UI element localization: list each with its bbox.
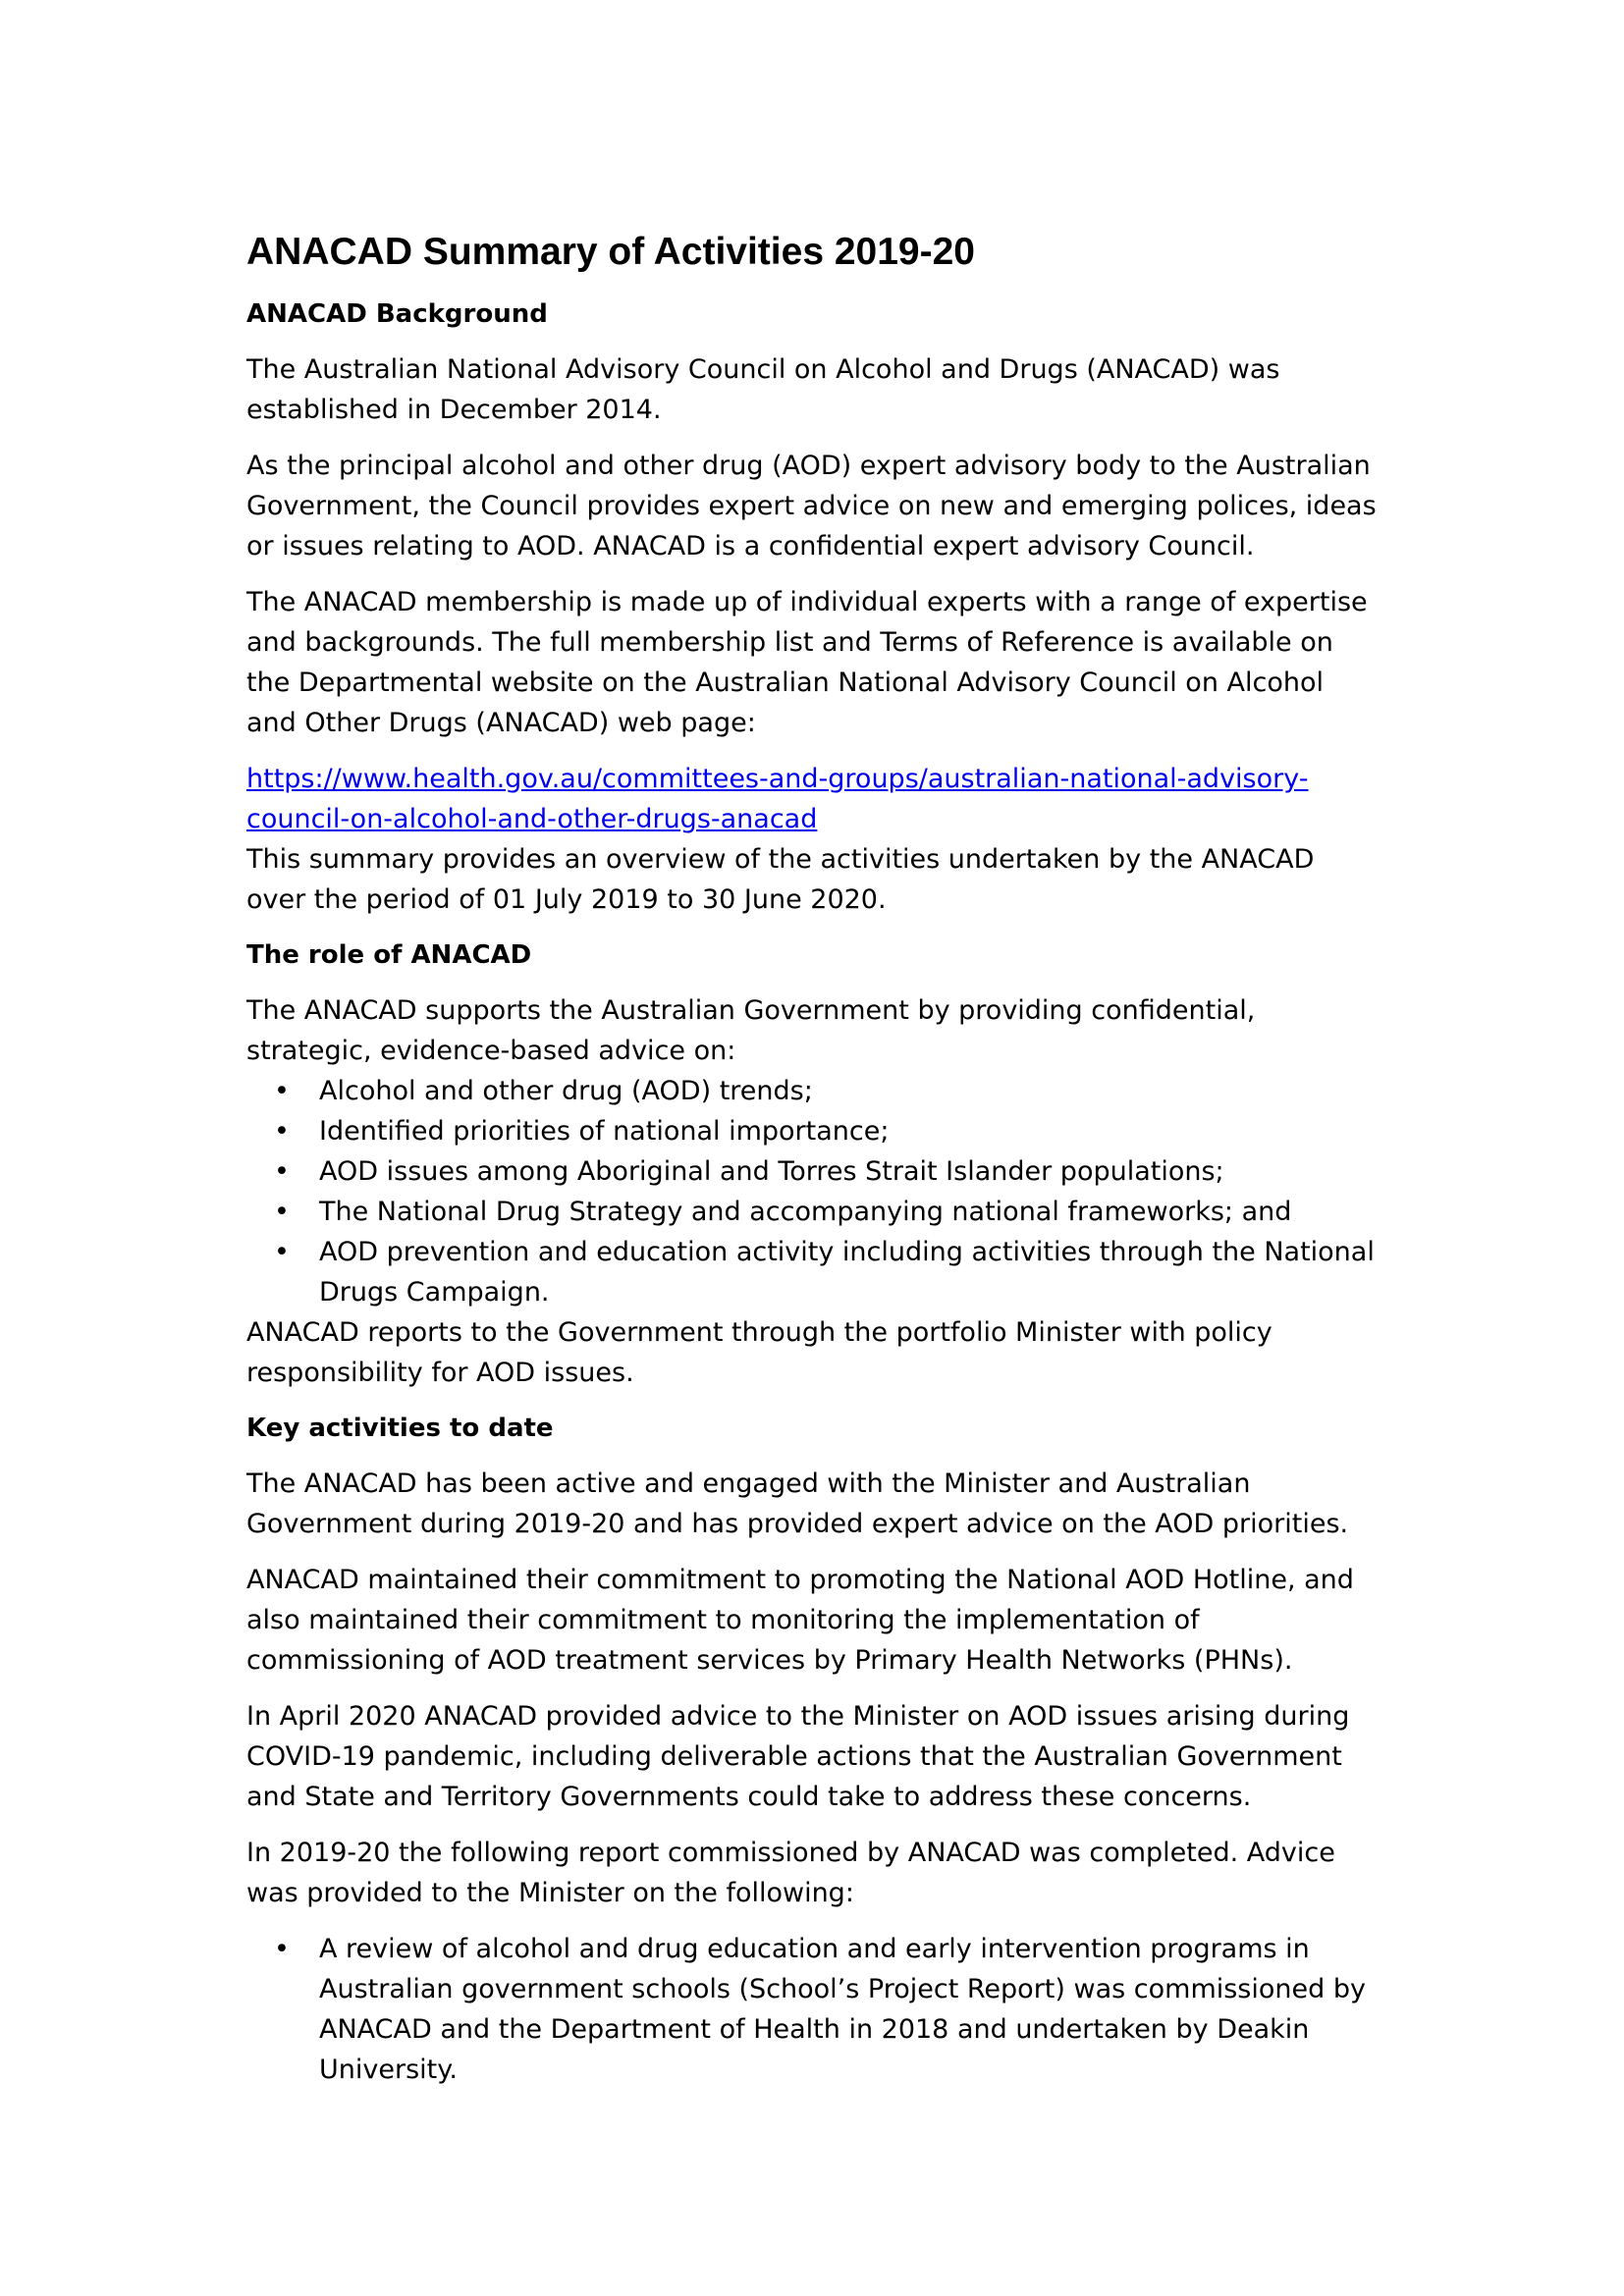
heading-background: ANACAD Background: [246, 299, 548, 329]
bullet-icon: •: [274, 1197, 290, 1227]
list-item: • A review of alcohol and drug education and early intervention programs in Australian government schools (School’s Project Report) was commissioned by ANACAD and the Department of Health in 2018 and undertaken by Deakin University.: [246, 1929, 1395, 2090]
heading-key-activities: Key activities to date: [246, 1414, 554, 1443]
background-paragraph-4: This summary provides an overview of the activities undertaken by the ANACAD over the period of 01 July 2019 to 30 June 2020.: [246, 844, 1315, 915]
list-item: • AOD issues among Aboriginal and Torres Strait Islander populations;: [246, 1151, 1395, 1192]
role-bullet-list: [246, 1071, 1395, 1312]
document-page: [246, 228, 1395, 2090]
background-paragraph-3: The ANACAD membership is made up of individual experts with a range of expertise and backgrounds. The full membership list and Terms of Reference is available on the Departmental website on the Australian National Advisory Council on Alcohol and Other Drugs (ANACAD) web page:: [246, 587, 1368, 738]
key-activities-paragraph-2: ANACAD maintained their commitment to promoting the National AOD Hotline, and also maintained their commitment to monitoring the implementation of commissioning of AOD treatment services by Primary Health Networks (PHNs).: [246, 1565, 1354, 1676]
background-paragraph-1: The Australian National Advisory Council on Alcohol and Drugs (ANACAD) was established in December 2014.: [246, 354, 1280, 425]
role-outro: ANACAD reports to the Government through the portfolio Minister with policy responsibility for AOD issues.: [246, 1317, 1272, 1388]
key-activities-bullet-list: [246, 1929, 1395, 2090]
bullet-icon: •: [274, 1116, 290, 1147]
list-item: • AOD prevention and education activity including activities through the National Drugs Campaign.: [246, 1232, 1395, 1312]
bullet-icon: •: [274, 1934, 290, 1964]
background-paragraph-2: As the principal alcohol and other drug (AOD) expert advisory body to the Australian Government, the Council provides expert advice on new and emerging polices, ideas or issues relating to AOD. ANACAD is a confidential expert advisory Council.: [246, 451, 1377, 561]
anacad-webpage-link[interactable]: https://www.health.gov.au/committees-and-groups/australian-national-advisory-: [246, 764, 1309, 794]
anacad-webpage-link-continued[interactable]: council-on-alcohol-and-other-drugs-anacad: [246, 804, 818, 834]
list-item: • Alcohol and other drug (AOD) trends;: [246, 1071, 1395, 1111]
heading-role: The role of ANACAD: [246, 940, 532, 970]
list-item: • The National Drug Strategy and accompanying national frameworks; and: [246, 1192, 1395, 1232]
list-item: • Identified priorities of national importance;: [246, 1111, 1395, 1151]
bullet-icon: •: [274, 1156, 290, 1187]
key-activities-paragraph-4: In 2019-20 the following report commissioned by ANACAD was completed. Advice was provided to the Minister on the following:: [246, 1838, 1335, 1908]
document-title: ANACAD Summary of Activities 2019-20: [246, 231, 975, 273]
bullet-icon: •: [274, 1076, 290, 1106]
role-intro: The ANACAD supports the Australian Government by providing confidential, strategic, evidence-based advice on:: [246, 995, 1256, 1066]
bullet-icon: •: [274, 1237, 290, 1267]
key-activities-paragraph-1: The ANACAD has been active and engaged with the Minister and Australian Government during 2019-20 and has provided expert advice on the AOD priorities.: [246, 1468, 1349, 1539]
anacad-webpage-link-block: [246, 759, 1395, 839]
key-activities-paragraph-3: In April 2020 ANACAD provided advice to the Minister on AOD issues arising during COVID-19 pandemic, including deliverable actions that the Australian Government and State and Territory Governments could take to address these concerns.: [246, 1701, 1350, 1812]
